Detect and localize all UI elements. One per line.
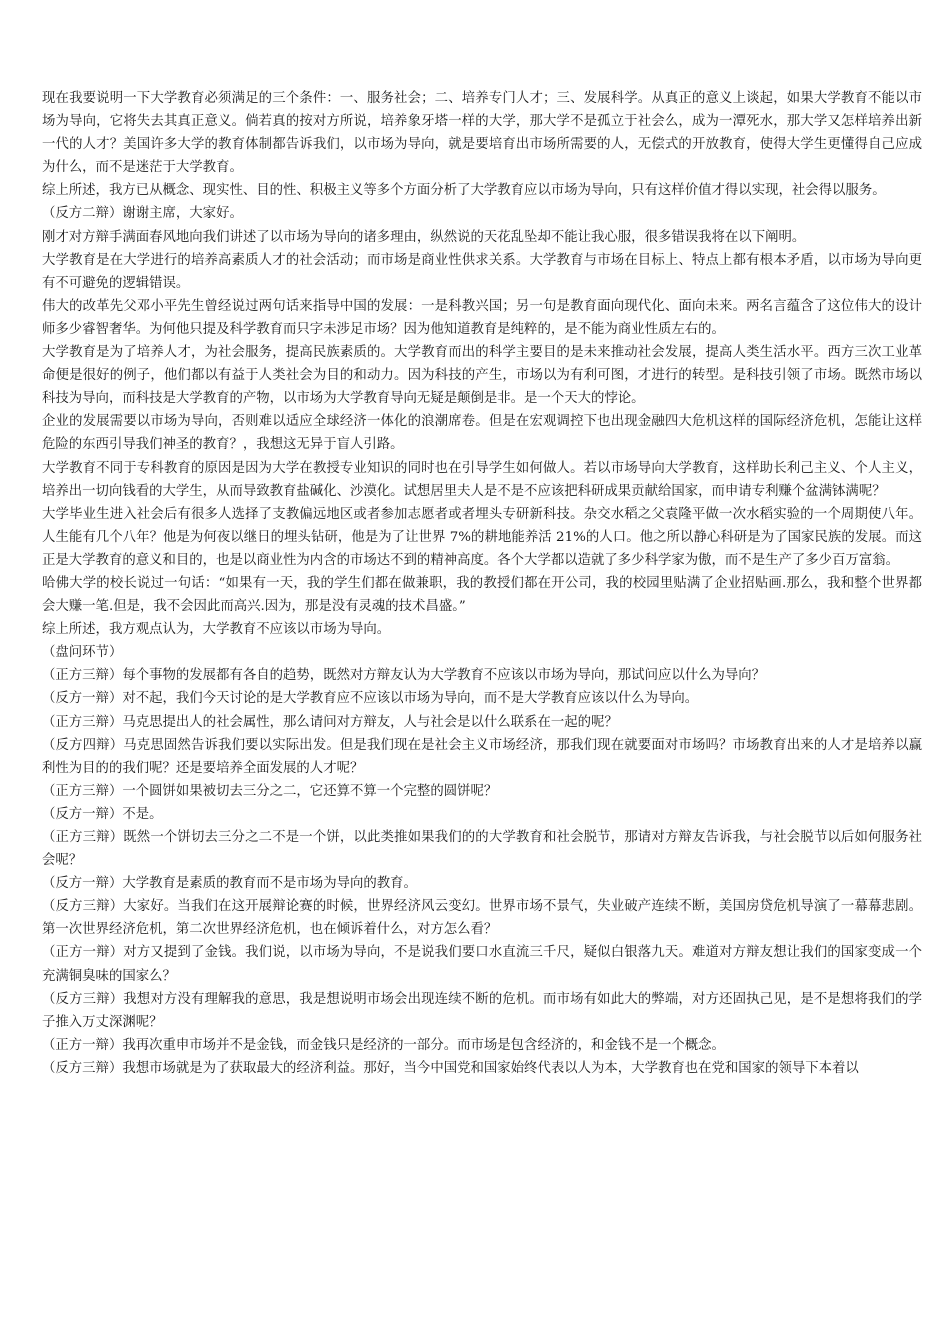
- document-body: [42, 87, 922, 1080]
- paragraph-26: （反方三辩）我想市场就是为了获取最大的经济利益。那好，当今中国党和国家始终代表以人为本，大学教育也在党和国家的领导下本着以: [42, 1060, 859, 1076]
- paragraph-22: （反方三辩）大家好。当我们在这开展辩论赛的时候，世界经济风云变幻。世界市场不景气，失业破产连续不断，美国房贷危机导演了一幕幕悲剧。第一次世界经济危机，第二次世界经济危机，也在倾诉着什么，对方怎么看？: [42, 899, 922, 938]
- paragraph-11: 哈佛大学的校长说过一句话：“如果有一天，我的学生们都在做兼职，我的教授们都在开公司，我的校园里贴满了企业招贴画.那么，我和整个世界都会大赚一笔.但是，我不会因此而高兴.因为，那是没有灵魂的技术昌盛。”: [42, 575, 922, 615]
- paragraph-16: （正方三辩）马克思提出人的社会属性，那么请问对方辩友，人与社会是以什么联系在一起的呢？: [42, 714, 618, 730]
- paragraph-5: 大学教育是在大学进行的培养高素质人才的社会活动；而市场是商业性供求关系。大学教育与市场在目标上、特点上都有根本矛盾，以市场为导向更有不可避免的逻辑错误。: [42, 252, 922, 291]
- paragraph-24: （反方三辩）我想对方没有理解我的意思，我是想说明市场会出现连续不断的危机。而市场有如此大的弊端，对方还固执己见，是不是想将我们的学子推入万丈深渊呢？: [42, 991, 922, 1030]
- paragraph-25: （正方一辩）我再次重申市场并不是金钱，而金钱只是经济的一部分。而市场是包含经济的，和金钱不是一个概念。: [42, 1037, 725, 1053]
- paragraph-8: 企业的发展需要以市场为导向，否则难以适应全球经济一体化的浪潮席卷。但是在宏观调控下也出现金融四大危机这样的国际经济危机，怎能让这样危险的东西引导我们神圣的教育？，我想这无异于盲人引路。: [42, 414, 922, 453]
- paragraph-19: （反方一辩）不是。: [42, 806, 163, 822]
- paragraph-12: 综上所述，我方观点认为，大学教育不应该以市场为导向。: [42, 622, 391, 638]
- paragraph-18: （正方三辩）一个圆饼如果被切去三分之二，它还算不算一个完整的圆饼呢？: [42, 783, 498, 799]
- paragraph-17: （反方四辩）马克思固然告诉我们要以实际出发。但是我们现在是社会主义市场经济，那我们现在就要面对市场吗？市场教育出来的人才是培养以赢利性为目的的我们呢？还是要培养全面发展的人才呢？: [42, 737, 922, 776]
- paragraph-20: （正方三辩）既然一个饼切去三分之二不是一个饼，以此类推如果我们的的大学教育和社会脱节，那请对方辩友告诉我，与社会脱节以后如何服务社会呢？: [42, 830, 922, 869]
- paragraph-4: 刚才对方辩手满面春风地向我们讲述了以市场为导向的诸多理由，纵然说的天花乱坠却不能让我心服，很多错误我将在以下阐明。: [42, 229, 806, 245]
- paragraph-10: 大学毕业生进入社会后有很多人选择了支教偏远地区或者参加志愿者或者埋头专研新科技。杂交水稻之父袁隆平做一次水稻实验的一个周期使八年。人生能有几个八年？他是为何夜以继日的埋头钻研，他是为了让世界 7%的耕地能养活 21%的人口。他之所以静心科研是为了国家民族的发展。而这正是大学教育的意义和目的，也是以商业性为内含的市场达不到的精神高度。各个大学都以造就了多少科学家为傲，而不是生产了多少百万富翁。: [42, 506, 922, 568]
- paragraph-6: 伟大的改革先父邓小平先生曾经说过两句话来指导中国的发展：一是科教兴国；另一句是教育面向现代化、面向未来。两名言蕴含了这位伟大的设计师多少睿智奢华。为何他只提及科学教育而只字未涉足市场？因为他知道教育是纯粹的，是不能为商业性质左右的。: [42, 298, 922, 337]
- paragraph-7: 大学教育是为了培养人才，为社会服务，提高民族素质的。大学教育而出的科学主要目的是未来推动社会发展，提高人类生活水平。西方三次工业革命便是很好的例子，他们都以有益于人类社会为目的和动力。因为科技的产生，市场以为有利可图，才进行的转型。是科技引领了市场。既然市场以科技为导向，而科技是大学教育的产物，以市场为大学教育导向无疑是颠倒是非。是一个天大的悖论。: [42, 345, 922, 407]
- paragraph-2: 综上所述，我方已从概念、现实性、目的性、积极主义等多个方面分析了大学教育应以市场为导向，只有这样价值才得以实现，社会得以服务。: [42, 183, 886, 199]
- paragraph-23: （正方一辩）对方又提到了金钱。我们说，以市场为导向，不是说我们要口水直流三千尺，疑似白银落九天。难道对方辩友想让我们的国家变成一个充满铜臭味的国家么？: [42, 945, 922, 984]
- paragraph-21: （反方一辩）大学教育是素质的教育而不是市场为导向的教育。: [42, 876, 417, 892]
- paragraph-13: （盘问环节）: [42, 645, 123, 661]
- paragraph-14: （正方三辩）每个事物的发展都有各自的趋势，既然对方辩友认为大学教育不应该以市场为导向，那试问应以什么为导向？: [42, 668, 766, 684]
- paragraph-9: 大学教育不同于专科教育的原因是因为大学在教授专业知识的同时也在引导学生如何做人。若以市场导向大学教育，这样助长利己主义、个人主义，培养出一切向钱看的大学生，从而导致教育盐碱化、沙漠化。试想居里夫人是不是不应该把科研成果贡献给国家，而申请专利赚个盆满钵满呢？: [42, 460, 922, 499]
- paragraph-15: （反方一辩）对不起，我们今天讨论的是大学教育应不应该以市场为导向，而不是大学教育应该以什么为导向。: [42, 691, 699, 707]
- paragraph-3: （反方二辩）谢谢主席，大家好。: [42, 206, 243, 222]
- paragraph-1: 现在我要说明一下大学教育必须满足的三个条件：一、服务社会；二、培养专门人才；三、发展科学。从真正的意义上谈起，如果大学教育不能以市场为导向，它将失去其真正意义。倘若真的按对方所说，培养象牙塔一样的大学，那大学不是孤立于社会么，成为一潭死水，那大学又怎样培养出新一代的人才？美国许多大学的教育体制都告诉我们，以市场为导向，就是要培育出市场所需要的人，无偿式的开放教育，使得大学生更懂得自己应成为什么，而不是迷茫于大学教育。: [42, 91, 922, 176]
